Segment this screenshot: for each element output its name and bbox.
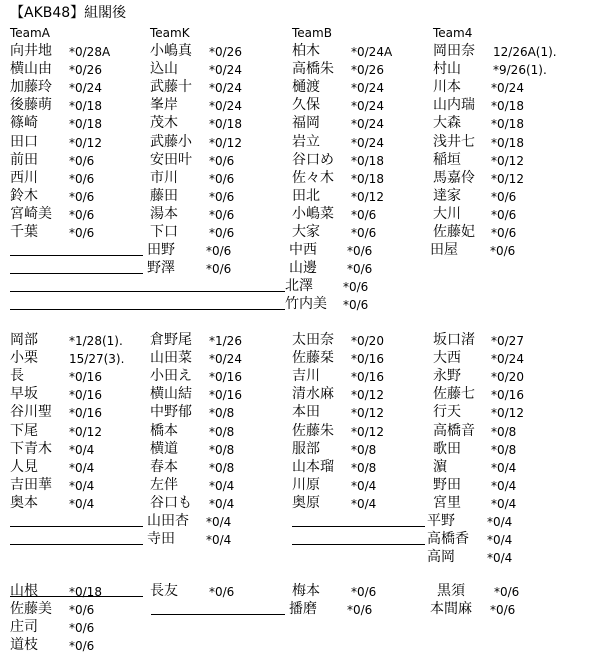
member-name: 中西 bbox=[289, 242, 317, 259]
member-name: 人見 bbox=[10, 458, 38, 475]
member-name: 横山結 bbox=[150, 386, 192, 403]
member-score: *0/6 bbox=[343, 298, 369, 313]
member-score: *0/6 bbox=[69, 207, 95, 222]
member-score: *0/26 bbox=[351, 63, 384, 78]
member-score: *0/24 bbox=[209, 352, 242, 367]
member-name: 服部 bbox=[292, 440, 320, 457]
member-name: 黒須 bbox=[437, 583, 465, 599]
member-score: *0/24 bbox=[69, 81, 102, 96]
member-name: 武藤十 bbox=[150, 79, 192, 96]
member-score: *0/6 bbox=[209, 226, 235, 240]
member-score: *0/6 bbox=[491, 189, 517, 204]
member-score: *0/24 bbox=[491, 81, 524, 96]
member-score: *0/12 bbox=[491, 406, 524, 421]
member-name: 樋渡 bbox=[292, 79, 320, 96]
member-name: 佐藤栞 bbox=[292, 350, 334, 367]
member-score: *0/6 bbox=[491, 207, 517, 222]
member-score: *0/6 bbox=[490, 603, 516, 618]
divider-line bbox=[292, 544, 425, 545]
member-name: 佐々木 bbox=[292, 169, 334, 186]
divider-line bbox=[10, 255, 143, 256]
divider-line bbox=[10, 273, 143, 274]
member-name: 横山由 bbox=[10, 61, 52, 78]
member-score: *0/8 bbox=[209, 406, 235, 421]
member-name: 谷川聖 bbox=[10, 404, 52, 421]
member-name: 田屋 bbox=[430, 242, 458, 259]
member-name: 岡田奈 bbox=[433, 43, 475, 59]
member-score: *0/20 bbox=[491, 370, 524, 385]
member-score: *0/4 bbox=[491, 460, 517, 475]
member-score: *0/4 bbox=[487, 533, 513, 548]
member-name: 小嶋菜 bbox=[292, 205, 334, 222]
member-name: 永野 bbox=[433, 368, 461, 385]
member-name: 村山 bbox=[433, 61, 461, 78]
member-score: *0/6 bbox=[494, 585, 520, 599]
member-score: *0/8 bbox=[351, 442, 377, 457]
member-name: 後藤萌 bbox=[10, 97, 52, 114]
member-score: *0/8 bbox=[209, 424, 235, 439]
team-header-b: TeamB bbox=[292, 26, 332, 40]
member-name: 小栗 bbox=[10, 350, 38, 367]
divider-line bbox=[10, 309, 285, 310]
member-name: 行天 bbox=[433, 404, 461, 421]
member-score: *0/6 bbox=[69, 153, 95, 168]
member-score: *0/18 bbox=[351, 171, 384, 186]
member-score: *0/28A bbox=[69, 45, 111, 59]
member-score: *1/28(1). bbox=[69, 334, 123, 348]
member-score: *0/4 bbox=[491, 496, 517, 511]
member-score: *0/6 bbox=[69, 171, 95, 186]
member-name: 早坂 bbox=[10, 386, 38, 403]
member-name: 梅本 bbox=[292, 583, 320, 599]
member-score: *0/16 bbox=[351, 370, 384, 385]
member-name: 峯岸 bbox=[150, 97, 178, 114]
member-score: *0/12 bbox=[69, 424, 102, 439]
member-name: 福岡 bbox=[292, 115, 320, 132]
member-score: *0/26 bbox=[69, 63, 102, 78]
member-name: 下口 bbox=[150, 224, 178, 240]
member-score: *0/16 bbox=[69, 370, 102, 385]
member-score: *0/6 bbox=[69, 226, 95, 240]
member-score: *0/18 bbox=[209, 117, 242, 132]
member-score: *0/8 bbox=[209, 460, 235, 475]
member-name: 本間麻 bbox=[430, 601, 472, 618]
member-score: *0/8 bbox=[209, 442, 235, 457]
member-name: 山邊 bbox=[289, 260, 317, 277]
member-score: *0/6 bbox=[209, 585, 235, 599]
member-score: *0/12 bbox=[209, 135, 242, 150]
member-name: 佐藤美 bbox=[10, 601, 52, 618]
member-score: *0/6 bbox=[351, 226, 377, 240]
member-score: *0/18 bbox=[69, 117, 102, 132]
member-name: 小田え bbox=[150, 368, 192, 385]
team-header-k: TeamK bbox=[150, 26, 190, 40]
member-name: 長友 bbox=[150, 583, 178, 599]
member-score: *0/6 bbox=[206, 244, 232, 259]
member-name: 高岡 bbox=[427, 549, 455, 566]
member-name: 濵 bbox=[433, 458, 447, 475]
member-name: 宮里 bbox=[433, 494, 461, 511]
member-name: 鈴木 bbox=[10, 187, 38, 204]
member-score: *0/16 bbox=[69, 406, 102, 421]
member-score: *0/24 bbox=[351, 81, 384, 96]
member-score: *0/16 bbox=[209, 388, 242, 403]
member-score: *0/6 bbox=[209, 189, 235, 204]
member-name: 千葉 bbox=[10, 224, 38, 240]
member-name: 武藤小 bbox=[150, 133, 192, 150]
member-name: 岡部 bbox=[10, 332, 38, 348]
member-score: *0/6 bbox=[206, 262, 232, 277]
member-name: 岩立 bbox=[292, 133, 320, 150]
member-name: 本田 bbox=[292, 404, 320, 421]
member-name: 長 bbox=[10, 368, 24, 385]
member-score: *0/6 bbox=[343, 280, 369, 295]
member-name: 高橋朱 bbox=[292, 61, 334, 78]
member-name: 篠崎 bbox=[10, 115, 38, 132]
member-score: *0/4 bbox=[487, 551, 513, 566]
member-score: *0/16 bbox=[69, 388, 102, 403]
member-score: *0/12 bbox=[351, 189, 384, 204]
team-header-a: TeamA bbox=[10, 26, 50, 40]
member-name: 吉田華 bbox=[10, 476, 52, 493]
member-name: 田口 bbox=[10, 133, 38, 150]
member-score: *0/4 bbox=[206, 515, 232, 529]
member-score: 15/27(3). bbox=[69, 352, 125, 367]
member-name: 宮崎美 bbox=[10, 205, 52, 222]
member-name: 佐藤妃 bbox=[433, 224, 475, 240]
member-score: *0/8 bbox=[351, 460, 377, 475]
member-name: 安田叶 bbox=[150, 151, 192, 168]
member-score: *0/4 bbox=[209, 496, 235, 511]
member-score: *0/24 bbox=[209, 99, 242, 114]
member-name: 倉野尾 bbox=[150, 332, 192, 348]
member-name: 太田奈 bbox=[292, 332, 334, 348]
member-name: 小嶋真 bbox=[150, 43, 192, 59]
member-name: 横道 bbox=[150, 440, 178, 457]
member-score: *0/4 bbox=[69, 460, 95, 475]
member-name: 歌田 bbox=[433, 440, 461, 457]
member-score: *0/8 bbox=[491, 442, 517, 457]
member-score: *0/12 bbox=[491, 171, 524, 186]
member-score: *0/6 bbox=[69, 603, 95, 618]
member-score: *0/27 bbox=[491, 334, 524, 348]
member-name: 茂木 bbox=[150, 115, 178, 132]
member-score: *0/4 bbox=[487, 515, 513, 529]
member-score: *0/6 bbox=[490, 244, 516, 259]
member-name: 竹内美 bbox=[285, 296, 327, 313]
member-name: 下尾 bbox=[10, 422, 38, 439]
member-score: *0/6 bbox=[351, 585, 377, 599]
member-score: *0/12 bbox=[351, 388, 384, 403]
member-name: 藤田 bbox=[150, 187, 178, 204]
member-score: *0/4 bbox=[209, 478, 235, 493]
member-name: 川原 bbox=[292, 476, 320, 493]
member-name: 清水麻 bbox=[292, 386, 334, 403]
member-name: 高橋香 bbox=[427, 531, 469, 548]
member-score: *0/24 bbox=[351, 135, 384, 150]
member-score: *0/4 bbox=[69, 442, 95, 457]
member-score: *0/12 bbox=[491, 153, 524, 168]
member-name: 向井地 bbox=[10, 43, 52, 59]
divider-line bbox=[10, 291, 285, 292]
member-score: *0/4 bbox=[351, 496, 377, 511]
member-name: 馬嘉伶 bbox=[433, 169, 475, 186]
member-score: *0/16 bbox=[351, 352, 384, 367]
member-score: *0/12 bbox=[351, 406, 384, 421]
member-score: *0/4 bbox=[351, 478, 377, 493]
member-name: 春本 bbox=[150, 458, 178, 475]
member-name: 北澤 bbox=[285, 278, 313, 295]
member-score: *0/6 bbox=[347, 262, 373, 277]
member-score: *1/26 bbox=[209, 334, 242, 348]
member-score: *0/18 bbox=[491, 99, 524, 114]
divider-line bbox=[10, 596, 143, 597]
member-name: 西川 bbox=[10, 169, 38, 186]
member-name: 山根 bbox=[10, 583, 38, 599]
member-score: *0/6 bbox=[69, 621, 95, 636]
member-name: 吉川 bbox=[292, 368, 320, 385]
member-name: 奥原 bbox=[292, 494, 320, 511]
member-name: 坂口渚 bbox=[433, 332, 475, 348]
member-score: *0/6 bbox=[347, 603, 373, 618]
member-name: 佐藤七 bbox=[433, 386, 475, 403]
member-name: 市川 bbox=[150, 169, 178, 186]
member-score: *0/18 bbox=[69, 585, 102, 599]
member-score: 12/26A(1). bbox=[493, 45, 557, 59]
member-name: 野澤 bbox=[147, 260, 175, 277]
member-name: 左伴 bbox=[150, 476, 178, 493]
member-name: 野田 bbox=[433, 476, 461, 493]
member-name: 久保 bbox=[292, 97, 320, 114]
member-score: *0/24 bbox=[351, 99, 384, 114]
member-score: *0/12 bbox=[351, 424, 384, 439]
member-name: 川本 bbox=[433, 79, 461, 96]
member-name: 山田菜 bbox=[150, 350, 192, 367]
member-name: 平野 bbox=[427, 513, 455, 529]
member-name: 谷口も bbox=[150, 494, 192, 511]
member-name: 高橋音 bbox=[433, 422, 475, 439]
member-name: 田野 bbox=[147, 242, 175, 259]
member-name: 大森 bbox=[433, 115, 461, 132]
member-score: *0/24 bbox=[351, 117, 384, 132]
member-name: 大家 bbox=[292, 224, 320, 240]
member-name: 達家 bbox=[433, 187, 461, 204]
divider-line bbox=[10, 526, 143, 527]
member-name: 中野郁 bbox=[150, 404, 192, 421]
member-score: *0/4 bbox=[206, 533, 232, 548]
member-score: *0/4 bbox=[491, 478, 517, 493]
divider-line bbox=[10, 544, 143, 545]
member-score: *0/16 bbox=[491, 388, 524, 403]
member-score: *9/26(1). bbox=[493, 63, 547, 78]
member-name: 庄司 bbox=[10, 619, 38, 636]
team-header-4: Team4 bbox=[433, 26, 473, 40]
member-score: *0/24 bbox=[491, 352, 524, 367]
member-score: *0/16 bbox=[209, 370, 242, 385]
member-score: *0/24 bbox=[209, 81, 242, 96]
divider-line bbox=[151, 614, 285, 615]
divider-line bbox=[292, 526, 425, 527]
member-name: 湯本 bbox=[150, 205, 178, 222]
member-score: *0/24 bbox=[209, 63, 242, 78]
member-name: 山田杏 bbox=[147, 513, 189, 529]
member-name: 佐藤朱 bbox=[292, 422, 334, 439]
member-name: 大西 bbox=[433, 350, 461, 367]
member-score: *0/6 bbox=[491, 226, 517, 240]
member-score: *0/6 bbox=[209, 207, 235, 222]
member-name: 込山 bbox=[150, 61, 178, 78]
member-name: 下青木 bbox=[10, 440, 52, 457]
member-name: 田北 bbox=[292, 187, 320, 204]
member-name: 稲垣 bbox=[433, 151, 461, 168]
member-score: *0/18 bbox=[351, 153, 384, 168]
member-score: *0/26 bbox=[209, 45, 242, 59]
member-name: 浅井七 bbox=[433, 133, 475, 150]
member-name: 大川 bbox=[433, 205, 461, 222]
member-name: 前田 bbox=[10, 151, 38, 168]
member-score: *0/6 bbox=[209, 171, 235, 186]
member-name: 山本瑠 bbox=[292, 458, 334, 475]
member-score: *0/4 bbox=[69, 496, 95, 511]
member-score: *0/12 bbox=[69, 135, 102, 150]
member-name: 加藤玲 bbox=[10, 79, 52, 96]
member-score: *0/6 bbox=[69, 189, 95, 204]
member-score: *0/18 bbox=[491, 135, 524, 150]
member-name: 道枝 bbox=[10, 637, 38, 654]
member-score: *0/18 bbox=[491, 117, 524, 132]
member-score: *0/8 bbox=[491, 424, 517, 439]
page-title: 【AKB48】組閣後 bbox=[10, 5, 127, 21]
member-score: *0/6 bbox=[347, 244, 373, 259]
member-name: 山内瑞 bbox=[433, 97, 475, 114]
member-score: *0/4 bbox=[69, 478, 95, 493]
member-score: *0/24A bbox=[351, 45, 393, 59]
member-name: 谷口め bbox=[292, 151, 334, 168]
member-score: *0/18 bbox=[69, 99, 102, 114]
member-name: 橋本 bbox=[150, 422, 178, 439]
member-name: 寺田 bbox=[147, 531, 175, 548]
member-name: 奥本 bbox=[10, 494, 38, 511]
member-score: *0/6 bbox=[351, 207, 377, 222]
member-score: *0/6 bbox=[209, 153, 235, 168]
member-name: 柏木 bbox=[292, 43, 320, 59]
member-score: *0/20 bbox=[351, 334, 384, 348]
member-name: 播磨 bbox=[289, 601, 317, 618]
member-score: *0/6 bbox=[69, 639, 95, 654]
